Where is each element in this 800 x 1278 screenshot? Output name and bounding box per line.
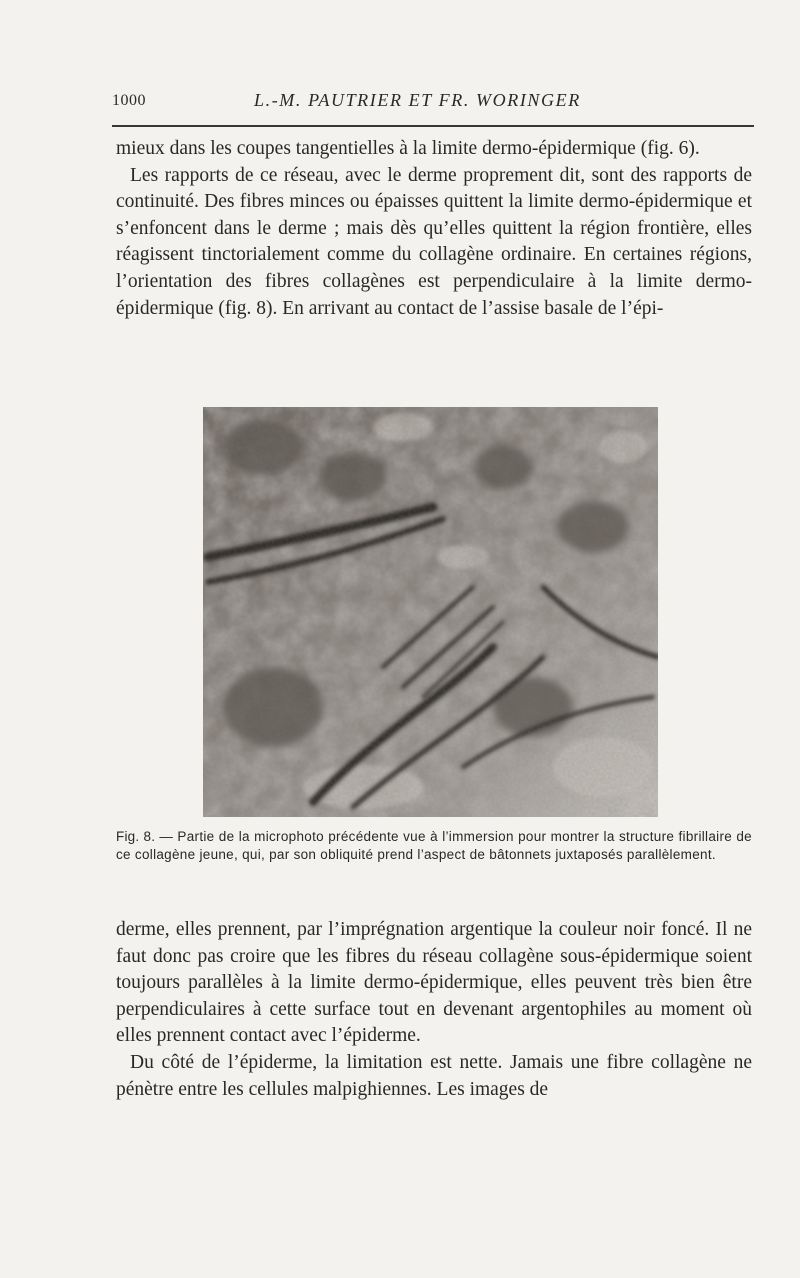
running-title: L.-M. PAUTRIER ET FR. WORINGER [254,90,581,110]
figure-caption-text: Partie de la microphoto précédente vue à l’immersion pour montrer la structure fibrillaire de ce collagène jeune, qui, par son obliquité prend l’aspect de bâtonnets juxtaposés parallèlement. [116,829,752,862]
paragraph: mieux dans les coupes tangentielles à la limite dermo-épidermique (fig. 6). [116,138,700,159]
body-text-bottom [116,917,752,1103]
running-head [112,90,754,114]
paragraph: Du côté de l’épiderme, la limitation est nette. Jamais une fibre collagène ne pénètre entre les cellules malpighiennes. Les images de [116,1051,752,1100]
micrograph-image [203,407,658,817]
header-rule [112,125,754,127]
figure-caption [116,828,752,864]
body-text-top [116,136,752,322]
paragraph: Les rapports de ce réseau, avec le derme proprement dit, sont des rapports de continuité. Des fibres minces ou épaisses quittent la limite dermo-épidermique et s’enfoncent dans le derme ; mais dès qu’elles quittent la région frontière, elles réagissent tinctorialement comme du collagène ordinaire. En certaines régions, l’orientation des fibres collagènes est perpendiculaire à la limite dermo-épidermique (fig. 8). En arrivant au contact de l’assise basale de l’épi- [116,164,752,319]
figure-label: Fig. 8. — [116,829,174,844]
micrograph-figure [203,407,658,817]
paragraph: derme, elles prennent, par l’imprégnation argentique la couleur noir foncé. Il ne faut donc pas croire que les fibres du réseau collagène sous-épidermique soient toujours parallèles à la limite dermo-épidermique, elles peuvent très bien être perpendiculaires à cette surface tout en devenant argentophiles au moment où elles prennent contact avec l’épiderme. [116,919,752,1047]
page-number: 1000 [112,92,146,109]
